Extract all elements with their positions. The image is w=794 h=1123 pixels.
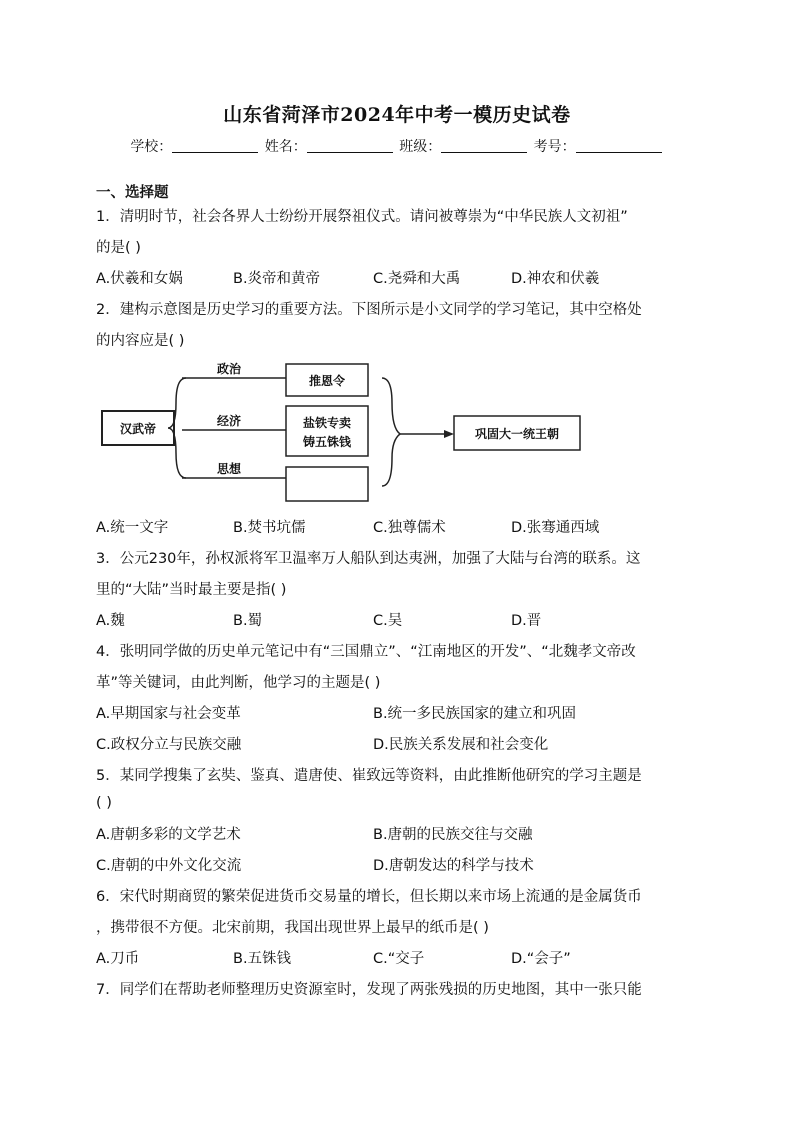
economy-box-text-1: 盐铁专卖 xyxy=(302,416,352,430)
question-6-option-d[interactable]: D.“会子” xyxy=(511,951,571,967)
politics-label: 政治 xyxy=(216,362,242,376)
question-2-line-2: 的内容应是( ) xyxy=(96,333,185,349)
question-4-option-d[interactable]: D.民族关系发展和社会变化 xyxy=(373,737,549,753)
question-3-option-d[interactable]: D.晋 xyxy=(511,613,542,629)
school-blank[interactable] xyxy=(172,138,258,153)
question-1-line-1: 1．清明时节，社会各界人士纷纷开展祭祖仪式。请问被尊崇为“中华民族人文初祖” xyxy=(96,209,628,225)
emperor-label: 汉武帝 xyxy=(119,422,157,436)
exam-number-blank[interactable] xyxy=(576,138,662,153)
question-1-option-a[interactable]: A.伏羲和女娲 xyxy=(96,271,183,287)
school-label: 学校： xyxy=(130,139,173,155)
question-5-line-1: 5．某同学搜集了玄奘、鉴真、遣唐使、崔致远等资料，由此推断他研究的学习主题是 xyxy=(96,768,642,784)
question-1-option-c[interactable]: C.尧舜和大禹 xyxy=(373,271,461,287)
class-label: 班级： xyxy=(399,139,442,155)
question-6-option-c[interactable]: C.“交子 xyxy=(373,951,425,967)
question-2-option-a[interactable]: A.统一文字 xyxy=(96,520,169,536)
question-3-line-2: 里的“大陆”当时最主要是指( ) xyxy=(96,582,287,598)
result-arrow-head xyxy=(444,430,454,438)
question-4-option-c[interactable]: C.政权分立与民族交融 xyxy=(96,737,242,753)
left-brace xyxy=(168,378,186,478)
question-3-option-c[interactable]: C.吴 xyxy=(373,613,403,629)
economy-box-text-2: 铸五铢钱 xyxy=(302,435,352,449)
question-1-line-2: 的是( ) xyxy=(96,240,141,256)
student-info-line xyxy=(0,136,794,156)
question-4-option-a[interactable]: A.早期国家与社会变革 xyxy=(96,706,241,722)
question-5-option-c[interactable]: C.唐朝的中外文化交流 xyxy=(96,858,242,874)
question-6-line-1: 6．宋代时期商贸的繁荣促进货币交易量的增长，但长期以来市场上流通的是金属货币 xyxy=(96,889,642,905)
question-2-option-c[interactable]: C.独尊儒术 xyxy=(373,520,446,536)
question-4-line-2: 革”等关键词，由此判断，他学习的主题是( ) xyxy=(96,675,381,691)
question-1-option-d[interactable]: D.神农和伏羲 xyxy=(511,271,600,287)
question-5-option-a[interactable]: A.唐朝多彩的文学艺术 xyxy=(96,827,241,843)
politics-box-text: 推恩令 xyxy=(308,374,346,388)
question-6-option-a[interactable]: A.刀币 xyxy=(96,951,140,967)
question-3-line-1: 3．公元230年，孙权派将军卫温率万人船队到达夷洲，加强了大陆与台湾的联系。这 xyxy=(96,551,641,567)
question-3-option-a[interactable]: A.魏 xyxy=(96,613,125,629)
question-2-line-1: 2．建构示意图是历史学习的重要方法。下图所示是小文同学的学习笔记，其中空格处 xyxy=(96,302,642,318)
concept-diagram xyxy=(96,358,596,508)
question-6-option-b[interactable]: B.五铢钱 xyxy=(233,951,292,967)
question-5-line-2: ( ) xyxy=(96,795,112,811)
question-2-option-b[interactable]: B.焚书坑儒 xyxy=(233,520,306,536)
page-title: 山东省菏泽市2024年中考一模历史试卷 xyxy=(223,104,571,126)
class-blank[interactable] xyxy=(441,138,527,153)
question-5-option-d[interactable]: D.唐朝发达的科学与技术 xyxy=(373,858,534,874)
question-1-option-b[interactable]: B.炎帝和黄帝 xyxy=(233,271,321,287)
question-6-line-2: ，携带很不方便。北宋前期，我国出现世界上最早的纸币是( ) xyxy=(96,920,489,936)
question-4-line-1: 4．张明同学做的历史单元笔记中有“三国鼎立”、“江南地区的开发”、“北魏孝文帝改 xyxy=(96,644,636,660)
right-brace xyxy=(382,378,400,486)
name-label: 姓名： xyxy=(264,139,307,155)
economy-label: 经济 xyxy=(216,414,242,428)
question-7-line-1: 7．同学们在帮助老师整理历史资源室时，发现了两张残损的历史地图，其中一张只能 xyxy=(96,982,642,998)
result-label: 巩固大一统王朝 xyxy=(474,427,560,441)
question-5-option-b[interactable]: B.唐朝的民族交往与交融 xyxy=(373,827,533,843)
name-blank[interactable] xyxy=(307,138,393,153)
section-heading: 一、选择题 xyxy=(96,185,169,201)
exam-number-label: 考号： xyxy=(533,139,576,155)
question-4-option-b[interactable]: B.统一多民族国家的建立和巩固 xyxy=(373,706,577,722)
thought-label: 思想 xyxy=(216,462,242,476)
question-3-option-b[interactable]: B.蜀 xyxy=(233,613,263,629)
thought-blank-box[interactable] xyxy=(286,467,368,501)
question-2-option-d[interactable]: D.张骞通西域 xyxy=(511,520,600,536)
